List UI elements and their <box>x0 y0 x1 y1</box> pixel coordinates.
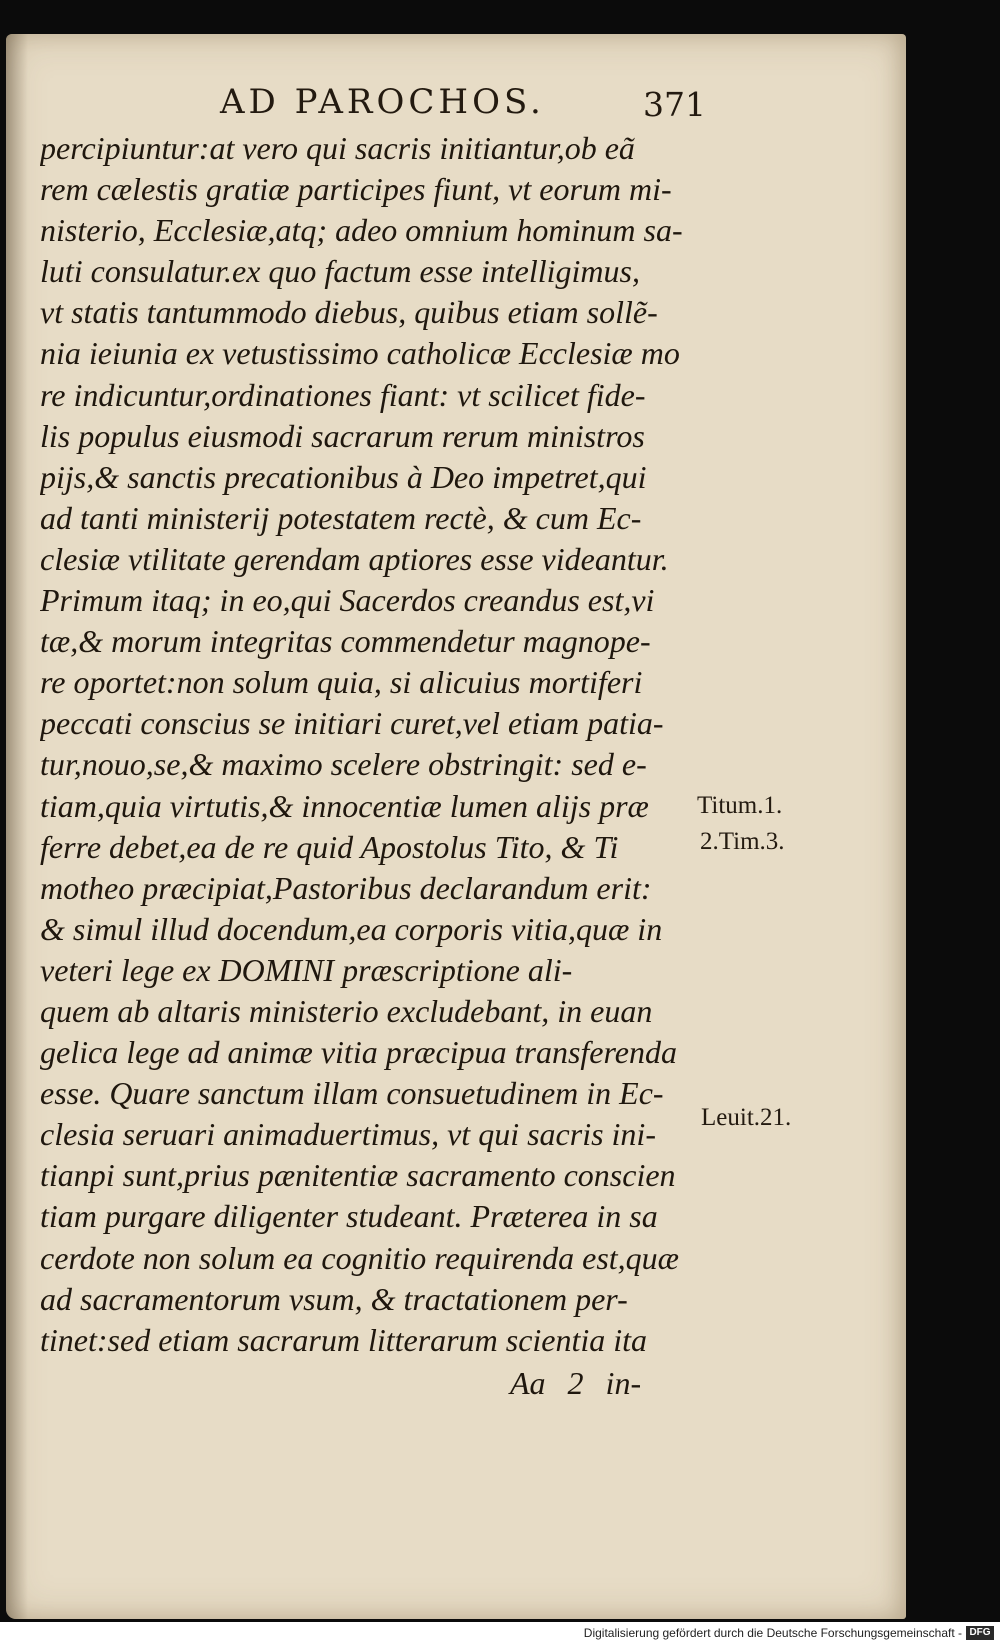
text-line: re oportet:non solum quia, si alicuius mortiferi <box>40 664 643 701</box>
text-line: nisterio, Ecclesiæ,atq; adeo omnium hominum sa- <box>40 212 683 249</box>
margin-note-titus: Titum.1. <box>697 792 783 819</box>
text-line: tiam purgare diligenter studeant. Præterea in sa <box>40 1198 658 1235</box>
text-line: percipiuntur:at vero qui sacris initiantur,ob eã <box>40 130 635 166</box>
text-line: veteri lege ex DOMINI præscriptione ali- <box>40 951 573 988</box>
text-line: rem cælestis gratiæ participes fiunt, vt eorum mi- <box>40 171 672 208</box>
text-line: tianpi sunt,prius pænitentiæ sacramento conscien <box>40 1157 676 1194</box>
dfg-logo-icon: DFG <box>966 1626 994 1640</box>
text-line: tur,nouo,se,& maximo scelere obstringit: sed e- <box>40 746 647 783</box>
text-line: gelica lege ad animæ vitia præcipua transferenda <box>40 1034 677 1071</box>
text-line: esse. Quare sanctum illam consuetudinem in Ec- <box>40 1075 664 1112</box>
text-line: vt statis tantummodo diebus, quibus etiam sollẽ- <box>40 294 658 331</box>
page-number: 371 <box>643 85 706 124</box>
text-line: tinet:sed etiam sacrarum litterarum scientia ita <box>40 1321 648 1358</box>
footer-credit: Digitalisierung gefördert durch die Deutsche Forschungsgemeinschaft - <box>583 1626 962 1640</box>
text-line: luti consulatur.ex quo factum esse intelligimus, <box>40 253 640 290</box>
text-line: Primum itaq; in eo,qui Sacerdos creandus est,vi <box>40 582 655 619</box>
text-line: pijs,& sanctis precationibus à Deo impetret,qui <box>40 458 647 495</box>
text-line: lis populus eiusmodi sacrarum rerum ministros <box>40 417 645 454</box>
text-line: tæ,& morum integritas commendetur magnope- <box>40 623 651 660</box>
text-line: re indicuntur,ordinationes fiant: vt scilicet fide- <box>40 376 646 413</box>
text-line: peccati conscius se initiari curet,vel etiam patia- <box>40 705 664 742</box>
text-line: nia ieiunia ex vetustissimo catholicæ Ecclesiæ mo <box>40 335 680 372</box>
text-line: cerdote non solum ea cognitio requirenda est,quæ <box>40 1239 680 1276</box>
text-line: ferre debet,ea de re quid Apostolus Tito, & Ti <box>40 828 619 865</box>
text-line: tiam,quia virtutis,& innocentiæ lumen alijs præ <box>40 787 649 824</box>
margin-note-leviticus: Leuit.21. <box>701 1104 792 1131</box>
body-text <box>40 128 696 1361</box>
text-line: ad tanti ministerij potestatem rectè, & cum Ec- <box>40 499 642 536</box>
margin-note-timothy: 2.Tim.3. <box>700 828 785 855</box>
text-line: quem ab altaris ministerio excludebant, in euan <box>40 992 653 1029</box>
text-line: clesia seruari animaduertimus, vt qui sacris ini- <box>40 1116 656 1153</box>
catchword: Aa 2 in- <box>510 1365 642 1401</box>
text-line: clesiæ vtilitate gerendam aptiores esse videantur. <box>40 540 669 577</box>
text-line: motheo præcipiat,Pastoribus declarandum erit: <box>40 869 652 906</box>
running-head: AD PAROCHOS. <box>220 82 545 122</box>
text-line: & simul illud docendum,ea corporis vitia,quæ in <box>40 910 663 947</box>
text-line: ad sacramentorum vsum, & tractationem per- <box>40 1280 628 1317</box>
